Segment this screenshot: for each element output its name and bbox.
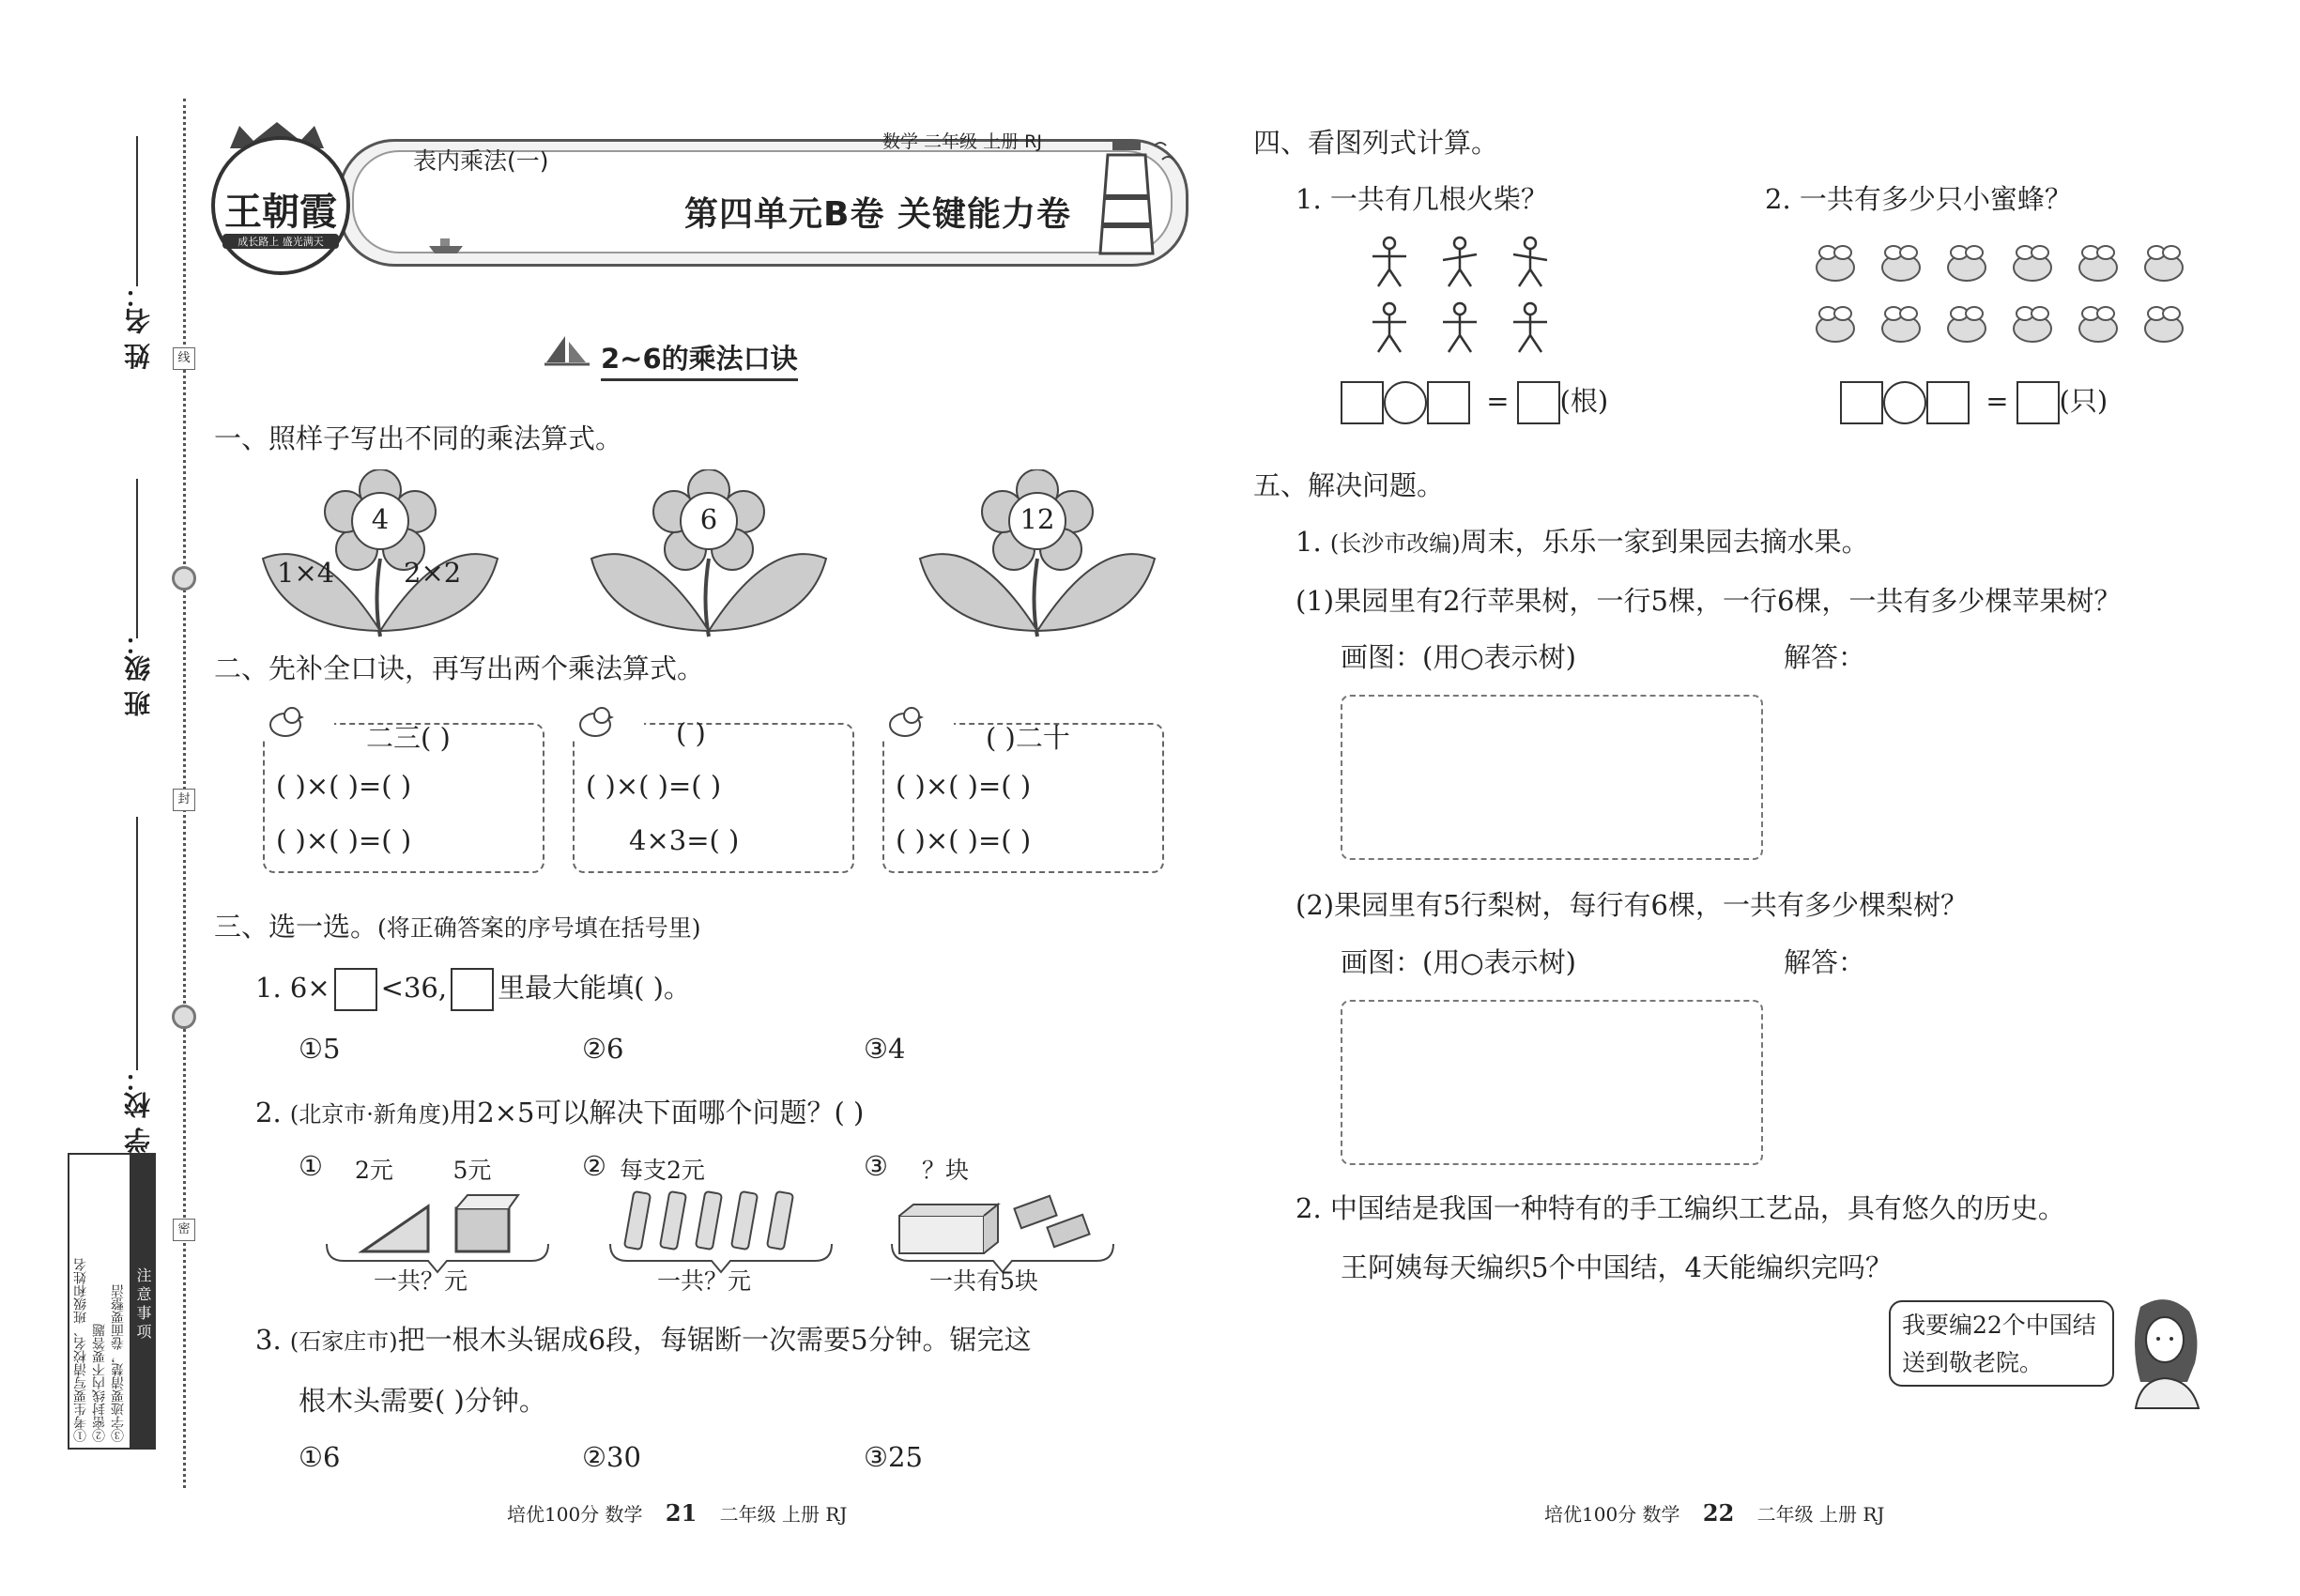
question-number: 2. (255, 1097, 282, 1128)
footer-grade: 二年级 上册 RJ (719, 1503, 848, 1526)
equation-line[interactable]: ( )×( )=( ) (276, 770, 412, 802)
binding-hole (172, 566, 196, 591)
chick-icon (886, 704, 924, 738)
bees-icon (1807, 239, 2201, 361)
equals-sign: = (1486, 385, 1510, 417)
flower-center: 12 (1020, 503, 1055, 535)
option[interactable]: ③25 (864, 1441, 923, 1473)
q5-p1-text: 周末，乐乐一家到果园去摘水果。 (1460, 526, 1869, 558)
q3-p2-text: 用2×5可以解决下面哪个问题？( ) (450, 1097, 865, 1128)
picture-option-2[interactable] (582, 1150, 845, 1295)
blank-box[interactable] (1517, 381, 1560, 424)
notice-body (69, 1155, 130, 1448)
draw-label: 画图：(用○表示树) (1341, 641, 1576, 673)
q4-p2-equation (1840, 380, 2108, 424)
equation-line[interactable]: 4×3=( ) (629, 824, 740, 856)
q5-p1 (1296, 521, 1869, 560)
option[interactable]: ③4 (864, 1033, 906, 1065)
blank-box[interactable] (1427, 381, 1470, 424)
flower-3 (911, 469, 1164, 638)
section-heading: 2~6的乘法口诀 (601, 338, 798, 381)
name-label: 姓 名： (123, 282, 154, 370)
option[interactable]: ②6 (582, 1033, 624, 1065)
chick-icon (576, 704, 614, 738)
rhyme-box-1 (263, 704, 544, 873)
q4-p1: 1. 一共有几根火柴？ (1296, 183, 1548, 215)
picture-option-3[interactable] (864, 1150, 1127, 1295)
binding-tag-mid: 封 (173, 789, 195, 811)
school-line (136, 817, 138, 1070)
q5-title: 五、解决问题。 (1253, 469, 1445, 501)
q3-note: (将正确答案的序号填在括号里) (377, 914, 701, 942)
boat-icon (427, 233, 465, 255)
q3-p1-part-a: 1. 6× (255, 972, 330, 1004)
equation-line[interactable]: ( )×( )=( ) (276, 824, 412, 856)
flower-1 (253, 469, 507, 638)
price-label: ？块 (922, 1157, 970, 1184)
rhyme-text[interactable]: 二三( ) (366, 722, 451, 754)
chick-icon (267, 704, 304, 738)
equation-line[interactable]: ( )×( )=( ) (586, 770, 722, 802)
option-number: ③ (864, 1150, 888, 1182)
rhyme-box-2 (573, 704, 854, 873)
notice-line: ②密封线内不要答题 (92, 1324, 107, 1442)
flower-graphic (253, 469, 507, 638)
speech-bubble: 我要编22个中国结送到敬老院。 (1889, 1300, 2114, 1387)
price-label: 2元 5元 (355, 1157, 492, 1184)
q2-title: 二、先补全口诀，再写出两个乘法算式。 (214, 652, 705, 684)
class-label: 班 级： (123, 629, 154, 717)
option[interactable]: ①5 (299, 1033, 341, 1065)
blank-box[interactable] (334, 968, 377, 1011)
q4-title: 四、看图列式计算。 (1253, 127, 1499, 159)
drawing-area[interactable] (1341, 695, 1763, 860)
blank-box[interactable] (1926, 381, 1970, 424)
q3-p3-text1: 把一根木头锯成6段，每锯断一次需要5分钟。锯完这 (397, 1324, 1032, 1356)
footer-brand: 培优100分 数学 (1544, 1503, 1680, 1526)
binding-tag-bottom: 密 (173, 1219, 195, 1241)
flower-graphic (911, 469, 1164, 638)
unit-topic: 表内乘法(一) (413, 147, 549, 175)
q3-p3-line1 (255, 1319, 1032, 1358)
notice-box (68, 1153, 156, 1450)
drawing-area[interactable] (1341, 1000, 1763, 1165)
class-line (136, 479, 138, 638)
total-label: 一共？元 (374, 1267, 468, 1295)
sailboat-icon (543, 334, 591, 370)
q4-p2: 2. 一共有多少只小蜜蜂？ (1765, 183, 2072, 215)
stick-figures-icon (1361, 230, 1577, 361)
equation-line[interactable]: ( )×( )=( ) (896, 770, 1032, 802)
option-number: ① (299, 1150, 323, 1182)
blank-box[interactable] (451, 968, 494, 1011)
question-number: 3. (255, 1324, 282, 1356)
q1-title: 一、照样子写出不同的乘法算式。 (214, 422, 623, 454)
q3-p3-source: (石家庄市) (289, 1328, 398, 1355)
equation-line[interactable]: ( )×( )=( ) (896, 824, 1032, 856)
answer-label: 解答： (1784, 641, 1866, 673)
rhyme-text[interactable]: ( ) (676, 717, 706, 749)
footer-grade: 二年级 上册 RJ (1756, 1503, 1885, 1526)
binding-tag-top: 线 (173, 347, 195, 370)
lighthouse-icon (1080, 122, 1183, 263)
unit-label: (只) (2059, 385, 2108, 417)
q5-sub1: (1)果园里有2行苹果树，一行5棵，一行6棵，一共有多少棵苹果树？ (1296, 585, 2122, 617)
school-label: 学 校： (123, 1066, 154, 1154)
q3-p1 (255, 967, 691, 1011)
footer-brand: 培优100分 数学 (507, 1503, 643, 1526)
flower-center: 4 (371, 503, 390, 535)
total-label: 一共？元 (657, 1267, 752, 1295)
book-meta: 数学 二年级 上册 RJ (882, 131, 1042, 152)
option-number: ② (582, 1150, 606, 1182)
q5-p1-source: (长沙市改编) (1329, 530, 1461, 557)
answer-label: 解答： (1784, 946, 1866, 978)
blank-box[interactable] (2016, 381, 2060, 424)
flower-graphic (582, 469, 836, 638)
q5-p2-line1: 2. 中国结是我国一种特有的手工编织工艺品，具有悠久的历史。 (1296, 1192, 2065, 1224)
page-number: 22 (1702, 1499, 1735, 1527)
q4-p1-equation (1341, 380, 1608, 424)
q3-p1-part-c: 里最大能填( )。 (498, 972, 691, 1004)
logo-text: 王朝霞 (224, 190, 337, 234)
footer-left (507, 1499, 847, 1527)
flower-center: 6 (699, 503, 718, 535)
option[interactable]: ①6 (299, 1441, 341, 1473)
operator-circle[interactable] (1384, 381, 1427, 424)
q3-p3-line2: 根木头需要( )分钟。 (299, 1385, 546, 1417)
picture-option-1[interactable] (299, 1150, 561, 1295)
q5-p2-line2: 王阿姨每天编织5个中国结，4天能编织完吗？ (1341, 1251, 1893, 1283)
equals-sign: = (1986, 385, 2009, 417)
q3-p2-source: (北京市·新角度) (289, 1101, 451, 1128)
logo-slogan: 成长路上 盛光满天 (222, 234, 339, 249)
operator-circle[interactable] (1883, 381, 1926, 424)
page-title: 第四单元B卷 关键能力卷 (684, 195, 1071, 234)
flower-2 (582, 469, 836, 638)
q3-p2 (255, 1092, 864, 1130)
flower-left-leaf: 1×4 (277, 557, 335, 589)
woman-icon (2112, 1297, 2220, 1410)
notice-line: ③字迹要清楚，卷面要整洁 (111, 1284, 126, 1442)
price-label: 每支2元 (620, 1157, 705, 1184)
flower-right-leaf: 2×2 (404, 557, 462, 589)
blank-box[interactable] (1341, 381, 1384, 424)
q3-title: 三、选一选。 (214, 911, 378, 943)
notice-line: ①考生要写清校名、班级和姓名 (73, 1258, 88, 1442)
notice-title: 注意事项 (130, 1155, 154, 1448)
unit-label: (根) (1559, 385, 1609, 417)
q5-sub2: (2)果园里有5行梨树，每行有6棵，一共有多少棵梨树？ (1296, 889, 1968, 921)
total-label: 一共有5块 (929, 1267, 1038, 1295)
rhyme-text[interactable]: ( )二十 (986, 722, 1070, 754)
q3-heading (214, 906, 701, 944)
draw-label: 画图：(用○表示树) (1341, 946, 1576, 978)
page-number: 21 (665, 1499, 698, 1527)
footer-right (1544, 1499, 1884, 1527)
binding-hole (172, 1005, 196, 1029)
rhyme-box-3 (882, 704, 1164, 873)
option[interactable]: ②30 (582, 1441, 641, 1473)
q3-p1-part-b: <36, (380, 972, 448, 1004)
question-number: 1. (1296, 526, 1322, 558)
blank-box[interactable] (1840, 381, 1883, 424)
